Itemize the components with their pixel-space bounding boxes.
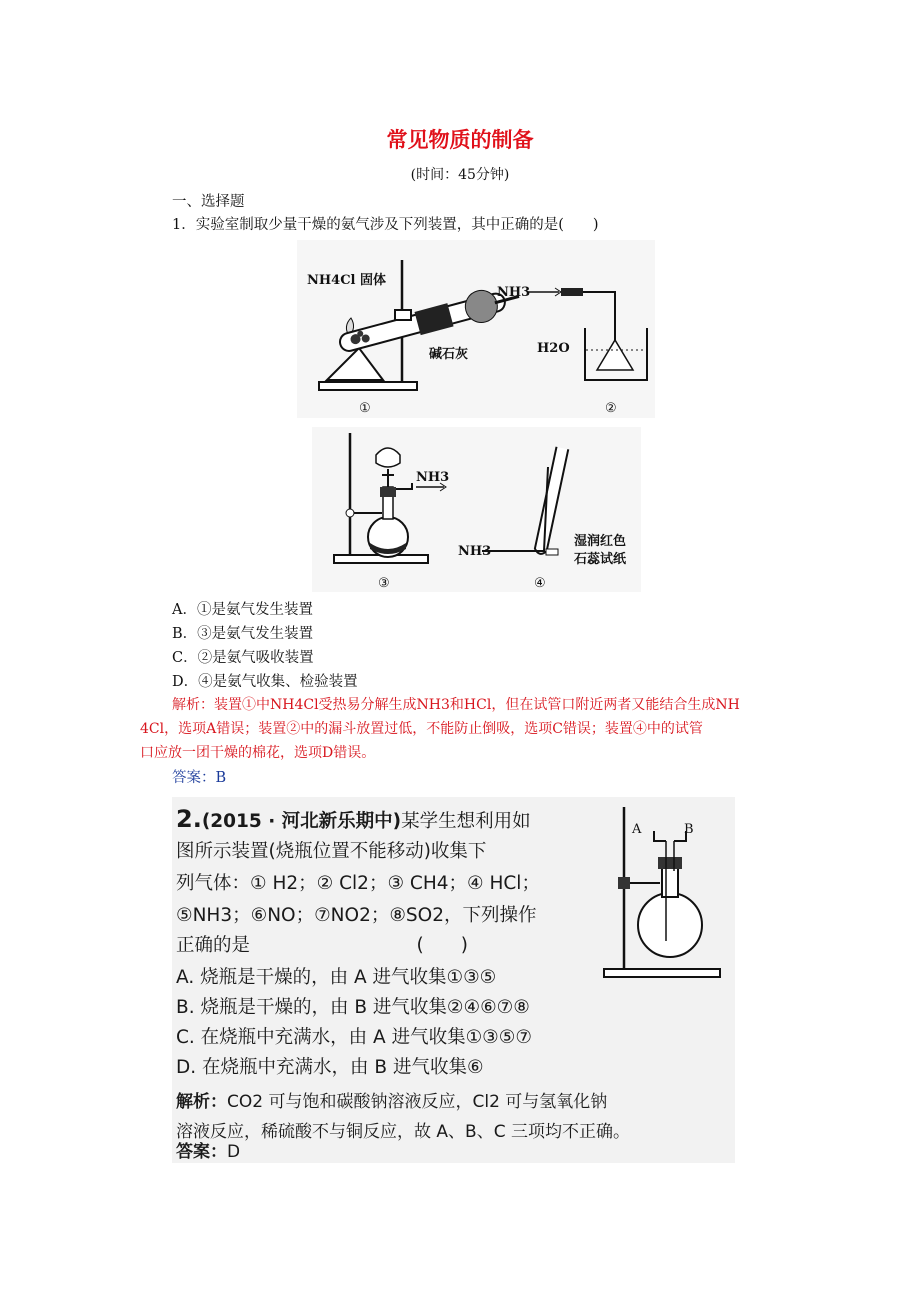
- figure-apparatus-3-4: [312, 427, 641, 592]
- page-title: 常见物质的制备: [386, 128, 534, 152]
- label-nh3: NH3: [497, 285, 531, 300]
- analysis-line-3: 口应放一团干燥的棉花，选项D错误。: [140, 745, 376, 761]
- label-nh4cl: NH4Cl 固体: [307, 273, 387, 288]
- time-limit: (时间：45分钟): [410, 167, 510, 183]
- label-num-1: ①: [359, 401, 371, 416]
- question-2-line2: 图所示装置(烧瓶位置不能移动)收集下: [176, 841, 487, 862]
- label-nh3-in: NH3: [458, 544, 492, 559]
- question-2-line4: ⑤NH3；⑥NO；⑦NO2；⑧SO2，下列操作: [176, 905, 537, 926]
- answer-1: 答案：B: [172, 770, 227, 786]
- question-2-number: 2.: [176, 805, 202, 833]
- label-h2o: H2O: [537, 341, 570, 356]
- label-litmus-paper-line2: 石蕊试纸: [574, 552, 627, 567]
- option-c: C．②是氨气吸收装置: [172, 650, 314, 666]
- question-2-option-d: D. 在烧瓶中充满水，由 B 进气收集⑥: [176, 1057, 484, 1078]
- analysis-line-2: 4Cl，选项A错误；装置②中的漏斗放置过低，不能防止倒吸，选项C错误；装置④中的试管: [140, 721, 703, 737]
- section-heading: 一、选择题: [172, 194, 245, 210]
- label-soda-lime: 碱石灰: [429, 347, 469, 362]
- label-inlet-a: A: [632, 822, 642, 837]
- question-2-line3: 列气体：① H2；② Cl2；③ CH4；④ HCl；: [176, 873, 540, 894]
- label-inlet-b: B: [684, 822, 694, 837]
- figure-flask-apparatus: [598, 801, 732, 981]
- question-2-line1: 某学生想利用如: [401, 811, 531, 832]
- label-num-3: ③: [378, 576, 390, 591]
- question-2-answer-label: 答案：: [176, 1142, 227, 1162]
- question-2-analysis-1: CO2 可与饱和碳酸钠溶液反应，Cl2 可与氢氧化钠: [227, 1092, 608, 1112]
- option-a: A．①是氨气发生装置: [172, 602, 313, 618]
- label-num-4: ④: [534, 576, 546, 591]
- question-2-analysis-label: 解析：: [176, 1092, 227, 1112]
- option-b: B．③是氨气发生装置: [172, 626, 314, 642]
- analysis-line-1: 解析：装置①中NH4Cl受热易分解生成NH3和HCl，但在试管口附近两者又能结合生成NH: [172, 697, 740, 713]
- label-litmus-paper-line1: 湿润红色: [574, 534, 627, 549]
- question-2-option-a: A. 烧瓶是干燥的，由 A 进气收集①③⑤: [176, 967, 497, 988]
- question-2-option-c: C. 在烧瓶中充满水，由 A 进气收集①③⑤⑦: [176, 1027, 532, 1048]
- option-d: D．④是氨气收集、检验装置: [172, 674, 358, 690]
- figure-apparatus-1-2: [297, 240, 655, 418]
- question-2-source: (2015 · 河北新乐期中): [201, 811, 402, 832]
- question-2-block: [172, 797, 735, 1163]
- question-2-option-b: B. 烧瓶是干燥的，由 B 进气收集②④⑥⑦⑧: [176, 997, 530, 1018]
- question-1-stem: 1．实验室制取少量干燥的氨气涉及下列装置，其中正确的是( ): [172, 217, 599, 233]
- label-num-2: ②: [605, 401, 617, 416]
- question-2-analysis-2: 溶液反应，稀硫酸不与铜反应，故 A、B、C 三项均不正确。: [176, 1122, 630, 1142]
- question-2-answer-value: D: [227, 1142, 241, 1162]
- question-2-line5: 正确的是 ( ): [176, 935, 468, 956]
- label-nh3-out: NH3: [416, 470, 450, 485]
